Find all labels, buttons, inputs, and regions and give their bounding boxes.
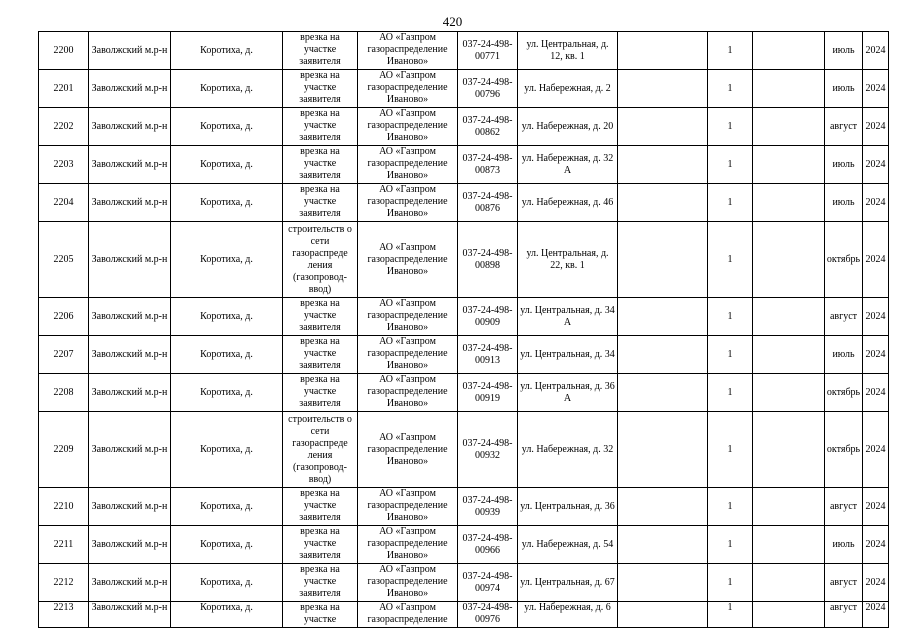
table-row xyxy=(39,336,889,374)
work-type-cell: врезка на участке заявителя xyxy=(283,374,358,412)
table-row xyxy=(39,412,889,488)
locality-cell: Коротиха, д. xyxy=(171,336,283,374)
organization-cell: АО «Газпром газораспределение Иваново» xyxy=(358,184,458,222)
empty-cell xyxy=(618,184,708,222)
year-cell: 2024 xyxy=(863,108,889,146)
empty-cell xyxy=(618,222,708,298)
row-number-cell: 2200 xyxy=(39,32,89,70)
locality-cell: Коротиха, д. xyxy=(171,374,283,412)
organization-cell: АО «Газпром газораспределение Иваново» xyxy=(358,526,458,564)
month-cell: август xyxy=(825,602,863,628)
month-cell: июль xyxy=(825,146,863,184)
month-cell: июль xyxy=(825,184,863,222)
district-cell: Заволжский м.р-н xyxy=(89,184,171,222)
empty-cell xyxy=(753,108,825,146)
quantity-cell: 1 xyxy=(708,222,753,298)
work-type-cell: врезка на участке заявителя xyxy=(283,146,358,184)
empty-cell xyxy=(618,298,708,336)
row-number-cell: 2212 xyxy=(39,564,89,602)
locality-cell: Коротиха, д. xyxy=(171,412,283,488)
work-type-cell: строительств о сети газораспреде ления (газопровод-ввод) xyxy=(283,222,358,298)
work-type-cell: врезка на участке заявителя xyxy=(283,298,358,336)
locality-cell: Коротиха, д. xyxy=(171,526,283,564)
registration-code-cell: 037-24-498-00939 xyxy=(458,488,518,526)
work-type-cell: врезка на участке заявителя xyxy=(283,336,358,374)
registration-code-cell: 037-24-498-00771 xyxy=(458,32,518,70)
table-row xyxy=(39,488,889,526)
locality-cell: Коротиха, д. xyxy=(171,602,283,628)
table-row xyxy=(39,526,889,564)
organization-cell: АО «Газпром газораспределение Иваново» xyxy=(358,374,458,412)
empty-cell xyxy=(618,336,708,374)
district-cell: Заволжский м.р-н xyxy=(89,32,171,70)
page-number: 420 xyxy=(442,14,463,29)
quantity-cell: 1 xyxy=(708,602,753,628)
empty-cell xyxy=(618,488,708,526)
organization-cell: АО «Газпром газораспределение Иваново» xyxy=(358,70,458,108)
empty-cell xyxy=(618,602,708,628)
registration-code-cell: 037-24-498-00966 xyxy=(458,526,518,564)
registration-code-cell: 037-24-498-00974 xyxy=(458,564,518,602)
district-cell: Заволжский м.р-н xyxy=(89,412,171,488)
address-cell: ул. Центральная, д. 36 xyxy=(518,488,618,526)
year-cell: 2024 xyxy=(863,146,889,184)
row-number-cell: 2210 xyxy=(39,488,89,526)
address-cell: ул. Набережная, д. 6 xyxy=(518,602,618,628)
registration-code-cell: 037-24-498-00909 xyxy=(458,298,518,336)
organization-cell: АО «Газпром газораспределение xyxy=(358,602,458,628)
year-cell: 2024 xyxy=(863,526,889,564)
quantity-cell: 1 xyxy=(708,298,753,336)
quantity-cell: 1 xyxy=(708,488,753,526)
work-type-cell: врезка на участке заявителя xyxy=(283,70,358,108)
registration-code-cell: 037-24-498-00862 xyxy=(458,108,518,146)
month-cell: август xyxy=(825,488,863,526)
month-cell: октябрь xyxy=(825,222,863,298)
address-cell: ул. Центральная, д. 34 А xyxy=(518,298,618,336)
empty-cell xyxy=(753,564,825,602)
empty-cell xyxy=(618,146,708,184)
organization-cell: АО «Газпром газораспределение Иваново» xyxy=(358,412,458,488)
table-row xyxy=(39,298,889,336)
month-cell: август xyxy=(825,108,863,146)
empty-cell xyxy=(753,298,825,336)
work-type-cell: врезка на участке заявителя xyxy=(283,108,358,146)
table-row xyxy=(39,564,889,602)
work-type-cell: врезка на участке заявителя xyxy=(283,564,358,602)
quantity-cell: 1 xyxy=(708,32,753,70)
quantity-cell: 1 xyxy=(708,374,753,412)
year-cell: 2024 xyxy=(863,602,889,628)
organization-cell: АО «Газпром газораспределение Иваново» xyxy=(358,488,458,526)
registration-code-cell: 037-24-498-00976 xyxy=(458,602,518,628)
registration-code-cell: 037-24-498-00876 xyxy=(458,184,518,222)
address-cell: ул. Центральная, д. 22, кв. 1 xyxy=(518,222,618,298)
work-type-cell: врезка на участке заявителя xyxy=(283,32,358,70)
empty-cell xyxy=(753,412,825,488)
month-cell: июль xyxy=(825,526,863,564)
registration-code-cell: 037-24-498-00796 xyxy=(458,70,518,108)
year-cell: 2024 xyxy=(863,564,889,602)
locality-cell: Коротиха, д. xyxy=(171,146,283,184)
empty-cell xyxy=(753,70,825,108)
address-cell: ул. Центральная, д. 67 xyxy=(518,564,618,602)
work-type-cell: строительств о сети газораспреде ления (газопровод-ввод) xyxy=(283,412,358,488)
organization-cell: АО «Газпром газораспределение Иваново» xyxy=(358,222,458,298)
year-cell: 2024 xyxy=(863,184,889,222)
district-cell: Заволжский м.р-н xyxy=(89,564,171,602)
district-cell: Заволжский м.р-н xyxy=(89,526,171,564)
registration-code-cell: 037-24-498-00913 xyxy=(458,336,518,374)
organization-cell: АО «Газпром газораспределение Иваново» xyxy=(358,32,458,70)
locality-cell: Коротиха, д. xyxy=(171,564,283,602)
registration-code-cell: 037-24-498-00898 xyxy=(458,222,518,298)
row-number-cell: 2209 xyxy=(39,412,89,488)
locality-cell: Коротиха, д. xyxy=(171,70,283,108)
district-cell: Заволжский м.р-н xyxy=(89,336,171,374)
month-cell: август xyxy=(825,298,863,336)
year-cell: 2024 xyxy=(863,298,889,336)
row-number-cell: 2213 xyxy=(39,602,89,628)
row-number-cell: 2205 xyxy=(39,222,89,298)
address-cell: ул. Центральная, д. 36 А xyxy=(518,374,618,412)
table-row xyxy=(39,374,889,412)
empty-cell xyxy=(753,146,825,184)
organization-cell: АО «Газпром газораспределение Иваново» xyxy=(358,298,458,336)
year-cell: 2024 xyxy=(863,336,889,374)
table-body xyxy=(39,32,889,628)
address-cell: ул. Набережная, д. 32 А xyxy=(518,146,618,184)
month-cell: июль xyxy=(825,70,863,108)
year-cell: 2024 xyxy=(863,70,889,108)
empty-cell xyxy=(618,412,708,488)
district-cell: Заволжский м.р-н xyxy=(89,374,171,412)
empty-cell xyxy=(618,32,708,70)
organization-cell: АО «Газпром газораспределение Иваново» xyxy=(358,336,458,374)
quantity-cell: 1 xyxy=(708,146,753,184)
district-cell: Заволжский м.р-н xyxy=(89,108,171,146)
empty-cell xyxy=(753,184,825,222)
month-cell: август xyxy=(825,564,863,602)
quantity-cell: 1 xyxy=(708,412,753,488)
address-cell: ул. Набережная, д. 54 xyxy=(518,526,618,564)
address-cell: ул. Центральная, д. 12, кв. 1 xyxy=(518,32,618,70)
address-cell: ул. Набережная, д. 32 xyxy=(518,412,618,488)
month-cell: июль xyxy=(825,32,863,70)
table-row xyxy=(39,602,889,628)
year-cell: 2024 xyxy=(863,222,889,298)
empty-cell xyxy=(753,488,825,526)
row-number-cell: 2203 xyxy=(39,146,89,184)
district-cell: Заволжский м.р-н xyxy=(89,222,171,298)
organization-cell: АО «Газпром газораспределение Иваново» xyxy=(358,146,458,184)
registration-code-cell: 037-24-498-00919 xyxy=(458,374,518,412)
address-cell: ул. Центральная, д. 34 xyxy=(518,336,618,374)
year-cell: 2024 xyxy=(863,412,889,488)
empty-cell xyxy=(753,374,825,412)
work-type-cell: врезка на участке заявителя xyxy=(283,184,358,222)
district-cell: Заволжский м.р-н xyxy=(89,602,171,628)
month-cell: июль xyxy=(825,336,863,374)
row-number-cell: 2204 xyxy=(39,184,89,222)
address-cell: ул. Набережная, д. 46 xyxy=(518,184,618,222)
registration-code-cell: 037-24-498-00932 xyxy=(458,412,518,488)
address-cell: ул. Набережная, д. 20 xyxy=(518,108,618,146)
table-row xyxy=(39,146,889,184)
empty-cell xyxy=(753,222,825,298)
table-row xyxy=(39,32,889,70)
organization-cell: АО «Газпром газораспределение Иваново» xyxy=(358,564,458,602)
district-cell: Заволжский м.р-н xyxy=(89,146,171,184)
row-number-cell: 2206 xyxy=(39,298,89,336)
year-cell: 2024 xyxy=(863,374,889,412)
row-number-cell: 2202 xyxy=(39,108,89,146)
district-cell: Заволжский м.р-н xyxy=(89,488,171,526)
work-type-cell: врезка на участке заявителя xyxy=(283,488,358,526)
table-row xyxy=(39,70,889,108)
work-type-cell: врезка на участке xyxy=(283,602,358,628)
table-row xyxy=(39,184,889,222)
empty-cell xyxy=(753,526,825,564)
empty-cell xyxy=(753,336,825,374)
quantity-cell: 1 xyxy=(708,70,753,108)
empty-cell xyxy=(618,70,708,108)
district-cell: Заволжский м.р-н xyxy=(89,298,171,336)
address-cell: ул. Набережная, д. 2 xyxy=(518,70,618,108)
locality-cell: Коротиха, д. xyxy=(171,298,283,336)
row-number-cell: 2207 xyxy=(39,336,89,374)
year-cell: 2024 xyxy=(863,32,889,70)
district-cell: Заволжский м.р-н xyxy=(89,70,171,108)
year-cell: 2024 xyxy=(863,488,889,526)
locality-cell: Коротиха, д. xyxy=(171,488,283,526)
locality-cell: Коротиха, д. xyxy=(171,184,283,222)
row-number-cell: 2211 xyxy=(39,526,89,564)
quantity-cell: 1 xyxy=(708,336,753,374)
empty-cell xyxy=(618,108,708,146)
quantity-cell: 1 xyxy=(708,564,753,602)
work-type-cell: врезка на участке заявителя xyxy=(283,526,358,564)
month-cell: октябрь xyxy=(825,374,863,412)
month-cell: октябрь xyxy=(825,412,863,488)
row-number-cell: 2201 xyxy=(39,70,89,108)
empty-cell xyxy=(753,32,825,70)
empty-cell xyxy=(753,602,825,628)
empty-cell xyxy=(618,526,708,564)
empty-cell xyxy=(618,564,708,602)
locality-cell: Коротиха, д. xyxy=(171,32,283,70)
locality-cell: Коротиха, д. xyxy=(171,222,283,298)
table-row xyxy=(39,108,889,146)
empty-cell xyxy=(618,374,708,412)
row-number-cell: 2208 xyxy=(39,374,89,412)
registration-code-cell: 037-24-498-00873 xyxy=(458,146,518,184)
locality-cell: Коротиха, д. xyxy=(171,108,283,146)
quantity-cell: 1 xyxy=(708,108,753,146)
quantity-cell: 1 xyxy=(708,184,753,222)
organization-cell: АО «Газпром газораспределение Иваново» xyxy=(358,108,458,146)
quantity-cell: 1 xyxy=(708,526,753,564)
table-row xyxy=(39,222,889,298)
gas-connection-table xyxy=(38,31,889,628)
